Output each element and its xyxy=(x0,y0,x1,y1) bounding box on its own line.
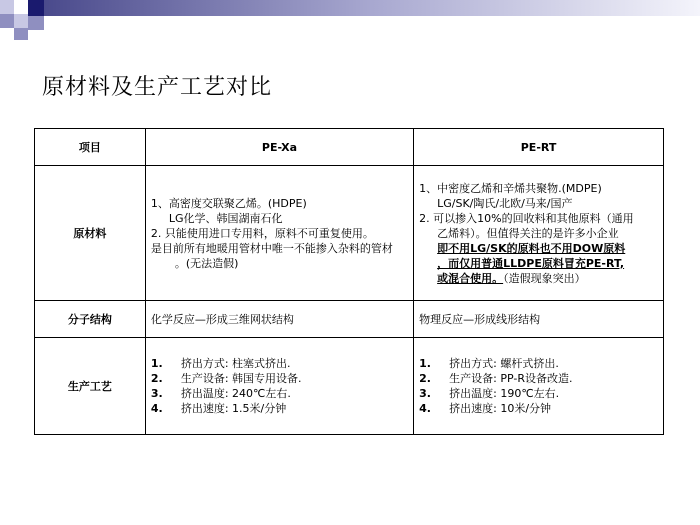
pexa-raw-material-cell xyxy=(145,166,413,301)
pexa-raw-line-4: 是目前所有地暖用管材中唯一不能掺入杂料的管材 xyxy=(150,241,393,255)
pert-raw-material-cell xyxy=(414,166,664,301)
pexa-raw-line-1: 1、高密度交联聚乙烯。(HDPE) xyxy=(150,196,307,210)
list-item: 3. 挤出温度: 240℃左右. xyxy=(150,387,291,400)
pert-raw-line-1: 1、中密度乙烯和辛烯共聚物.(MDPE) xyxy=(419,181,602,195)
table-header-row xyxy=(35,129,664,166)
list-item: 1. 挤出方式: 螺杆式挤出. xyxy=(419,357,559,370)
header-pert: PE-RT xyxy=(414,129,664,166)
row-label-molecular: 分子结构 xyxy=(35,301,146,338)
header-pexa: PE-Xa xyxy=(145,129,413,166)
pert-raw-line-7a: 或混合使用。 xyxy=(437,271,504,285)
list-item: 3. 挤出温度: 190℃左右. xyxy=(419,387,560,400)
page-title: 原材料及生产工艺对比 xyxy=(42,75,273,100)
pexa-molecular-cell: 化学反应—形成三维网状结构 xyxy=(145,301,413,338)
pert-process-cell xyxy=(414,338,664,435)
table-row-molecular xyxy=(35,301,664,338)
list-item: 4. 挤出速度: 10米/分钟 xyxy=(419,402,552,415)
header-item: 项目 xyxy=(35,129,146,166)
pexa-raw-line-2: LG化学、韩国湖南石化 xyxy=(168,211,283,225)
pert-raw-line-5: 即不用LG/SK的原料也不用DOW原料 xyxy=(437,241,626,255)
pert-raw-line-6: ，而仅用普通LLDPE原料冒充PE-RT, xyxy=(437,256,625,270)
pert-process-list xyxy=(419,356,658,416)
pert-raw-line-4: 乙烯料）。但值得关注的是许多小企业 xyxy=(437,226,619,240)
pexa-process-list xyxy=(151,356,408,416)
pert-raw-line-7 xyxy=(419,271,658,286)
pert-raw-line-3: 2. 可以掺入10%的回收料和其他原料（通用 xyxy=(419,211,634,225)
list-item: 2. 生产设备: PP-R设备改造. xyxy=(419,372,573,385)
comparison-table xyxy=(34,128,664,435)
row-label-process: 生产工艺 xyxy=(35,338,146,435)
pexa-raw-line-5: 。(无法造假) xyxy=(174,256,239,270)
header-decoration xyxy=(0,0,700,60)
pert-raw-line-7b: （造假现象突出） xyxy=(503,271,586,285)
table-row-process xyxy=(35,338,664,435)
row-label-raw-material: 原材料 xyxy=(35,166,146,301)
pexa-raw-line-3: 2. 只能使用进口专用料，原料不可重复使用。 xyxy=(150,226,374,240)
list-item: 4. 挤出速度: 1.5米/分钟 xyxy=(150,402,287,415)
list-item: 1. 挤出方式: 柱塞式挤出. xyxy=(150,357,291,370)
pert-molecular-cell: 物理反应—形成线形结构 xyxy=(414,301,664,338)
list-item: 2. 生产设备: 韩国专用设备. xyxy=(150,372,302,385)
table-row-raw-material xyxy=(35,166,664,301)
pert-raw-line-2: LG/SK/陶氏/北欧/马来/国产 xyxy=(437,196,573,210)
pexa-process-cell xyxy=(145,338,413,435)
